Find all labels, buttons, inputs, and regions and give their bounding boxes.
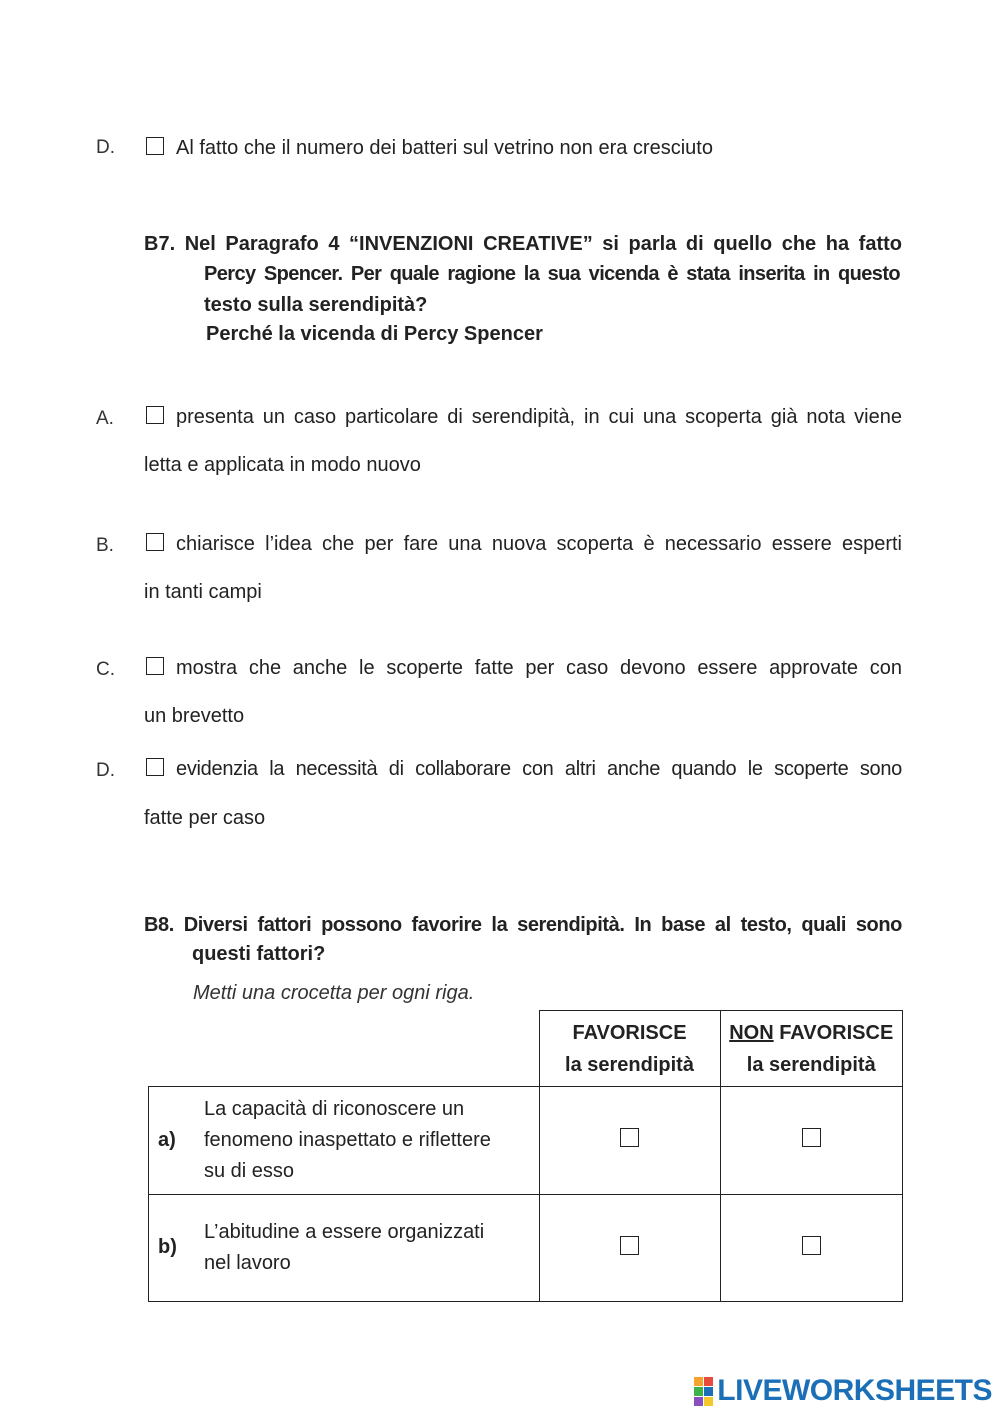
b7-option-d-text-1: evidenzia la necessità di collaborare con altri anche quando le scoperte sono bbox=[176, 758, 902, 780]
row-b-statement bbox=[149, 1195, 540, 1302]
b7-question-line-4: Perché la vicenda di Percy Spencer bbox=[206, 323, 543, 345]
b7-option-c-text-1: mostra che anche le scoperte fatte per caso devono essere approvate con bbox=[176, 657, 902, 679]
column-header-non-favorisce-line2: la serendipità bbox=[746, 1053, 876, 1076]
row-a-favorisce-cell bbox=[539, 1087, 720, 1195]
b8-table bbox=[148, 1010, 903, 1302]
row-b-non-favorisce-cell bbox=[720, 1195, 903, 1302]
row-b-label: b) bbox=[158, 1236, 177, 1258]
b7-option-b-text-2: in tanti campi bbox=[144, 581, 262, 603]
b7-option-b-checkbox[interactable] bbox=[146, 533, 164, 551]
b7-option-d[interactable] bbox=[146, 758, 902, 781]
row-a-non-favorisce-checkbox[interactable] bbox=[802, 1128, 821, 1147]
row-b-non-favorisce-checkbox[interactable] bbox=[802, 1236, 821, 1255]
b7-question-line-1: B7. Nel Paragrafo 4 “INVENZIONI CREATIVE” si parla di quello che ha fatto bbox=[144, 233, 902, 255]
b7-question-line-3: testo sulla serendipità? bbox=[204, 294, 428, 316]
column-header-favorisce bbox=[539, 1011, 720, 1087]
row-b-favorisce-checkbox[interactable] bbox=[620, 1236, 639, 1255]
row-b-favorisce-cell bbox=[539, 1195, 720, 1302]
b7-question-line-2: Percy Spencer. Per quale ragione la sua vicenda è stata inserita in questo bbox=[204, 263, 900, 285]
b7-option-c-text-2: un brevetto bbox=[144, 705, 245, 727]
b7-option-c-letter: C. bbox=[96, 659, 115, 680]
row-a-text-line1: La capacità di riconoscere un bbox=[204, 1098, 465, 1120]
b7-option-b-text-1: chiarisce l’idea che per fare una nuova scoperta è necessario essere esperti bbox=[176, 533, 902, 555]
logo-grid-icon bbox=[694, 1377, 713, 1406]
column-header-non-favorisce-rest: FAVORISCE bbox=[773, 1021, 894, 1044]
b7-option-d-text-2: fatte per caso bbox=[144, 807, 266, 829]
top-option-d[interactable] bbox=[146, 137, 713, 160]
b7-option-d-checkbox[interactable] bbox=[146, 758, 164, 776]
table-row-a bbox=[149, 1087, 903, 1195]
b7-option-a-checkbox[interactable] bbox=[146, 406, 164, 424]
top-option-text: Al fatto che il numero dei batteri sul vetrino non era cresciuto bbox=[176, 137, 713, 159]
b7-option-d-letter: D. bbox=[96, 760, 115, 781]
b8-question-line-1: B8. Diversi fattori possono favorire la serendipità. In base al testo, quali sono bbox=[144, 914, 902, 936]
b7-option-a-text-2: letta e applicata in modo nuovo bbox=[144, 454, 421, 476]
row-b-text-line1: L’abitudine a essere organizzati bbox=[204, 1221, 485, 1243]
b7-option-b[interactable] bbox=[146, 533, 902, 556]
row-a-label: a) bbox=[158, 1129, 176, 1151]
b7-option-a-text-1: presenta un caso particolare di serendipità, in cui una scoperta già nota viene bbox=[176, 406, 902, 428]
b8-question-line-2: questi fattori? bbox=[192, 943, 326, 965]
column-header-favorisce-line2: la serendipità bbox=[565, 1053, 694, 1076]
b7-option-a[interactable] bbox=[146, 406, 902, 429]
table-empty-corner bbox=[149, 1011, 540, 1087]
column-header-favorisce-line1: FAVORISCE bbox=[572, 1021, 687, 1044]
liveworksheets-logo bbox=[694, 1374, 992, 1408]
row-a-text-line3: su di esso bbox=[204, 1160, 295, 1182]
top-option-checkbox[interactable] bbox=[146, 137, 164, 155]
row-a-text-line2: fenomeno inaspettato e riflettere bbox=[204, 1129, 491, 1151]
row-b-text-line2: nel lavoro bbox=[204, 1252, 291, 1274]
row-a-favorisce-checkbox[interactable] bbox=[620, 1128, 639, 1147]
b7-option-a-letter: A. bbox=[96, 408, 114, 429]
row-a-statement bbox=[149, 1087, 540, 1195]
b7-option-c[interactable] bbox=[146, 657, 902, 680]
b8-instruction: Metti una crocetta per ogni riga. bbox=[193, 982, 475, 1004]
row-a-non-favorisce-cell bbox=[720, 1087, 903, 1195]
logo-text: LIVEWORKSHEETS bbox=[717, 1374, 992, 1407]
top-option-letter: D. bbox=[96, 137, 115, 158]
column-header-non-word: NON bbox=[729, 1021, 774, 1044]
b7-option-c-checkbox[interactable] bbox=[146, 657, 164, 675]
column-header-non-favorisce bbox=[720, 1011, 903, 1087]
b7-option-b-letter: B. bbox=[96, 535, 114, 556]
table-row-b bbox=[149, 1195, 903, 1302]
